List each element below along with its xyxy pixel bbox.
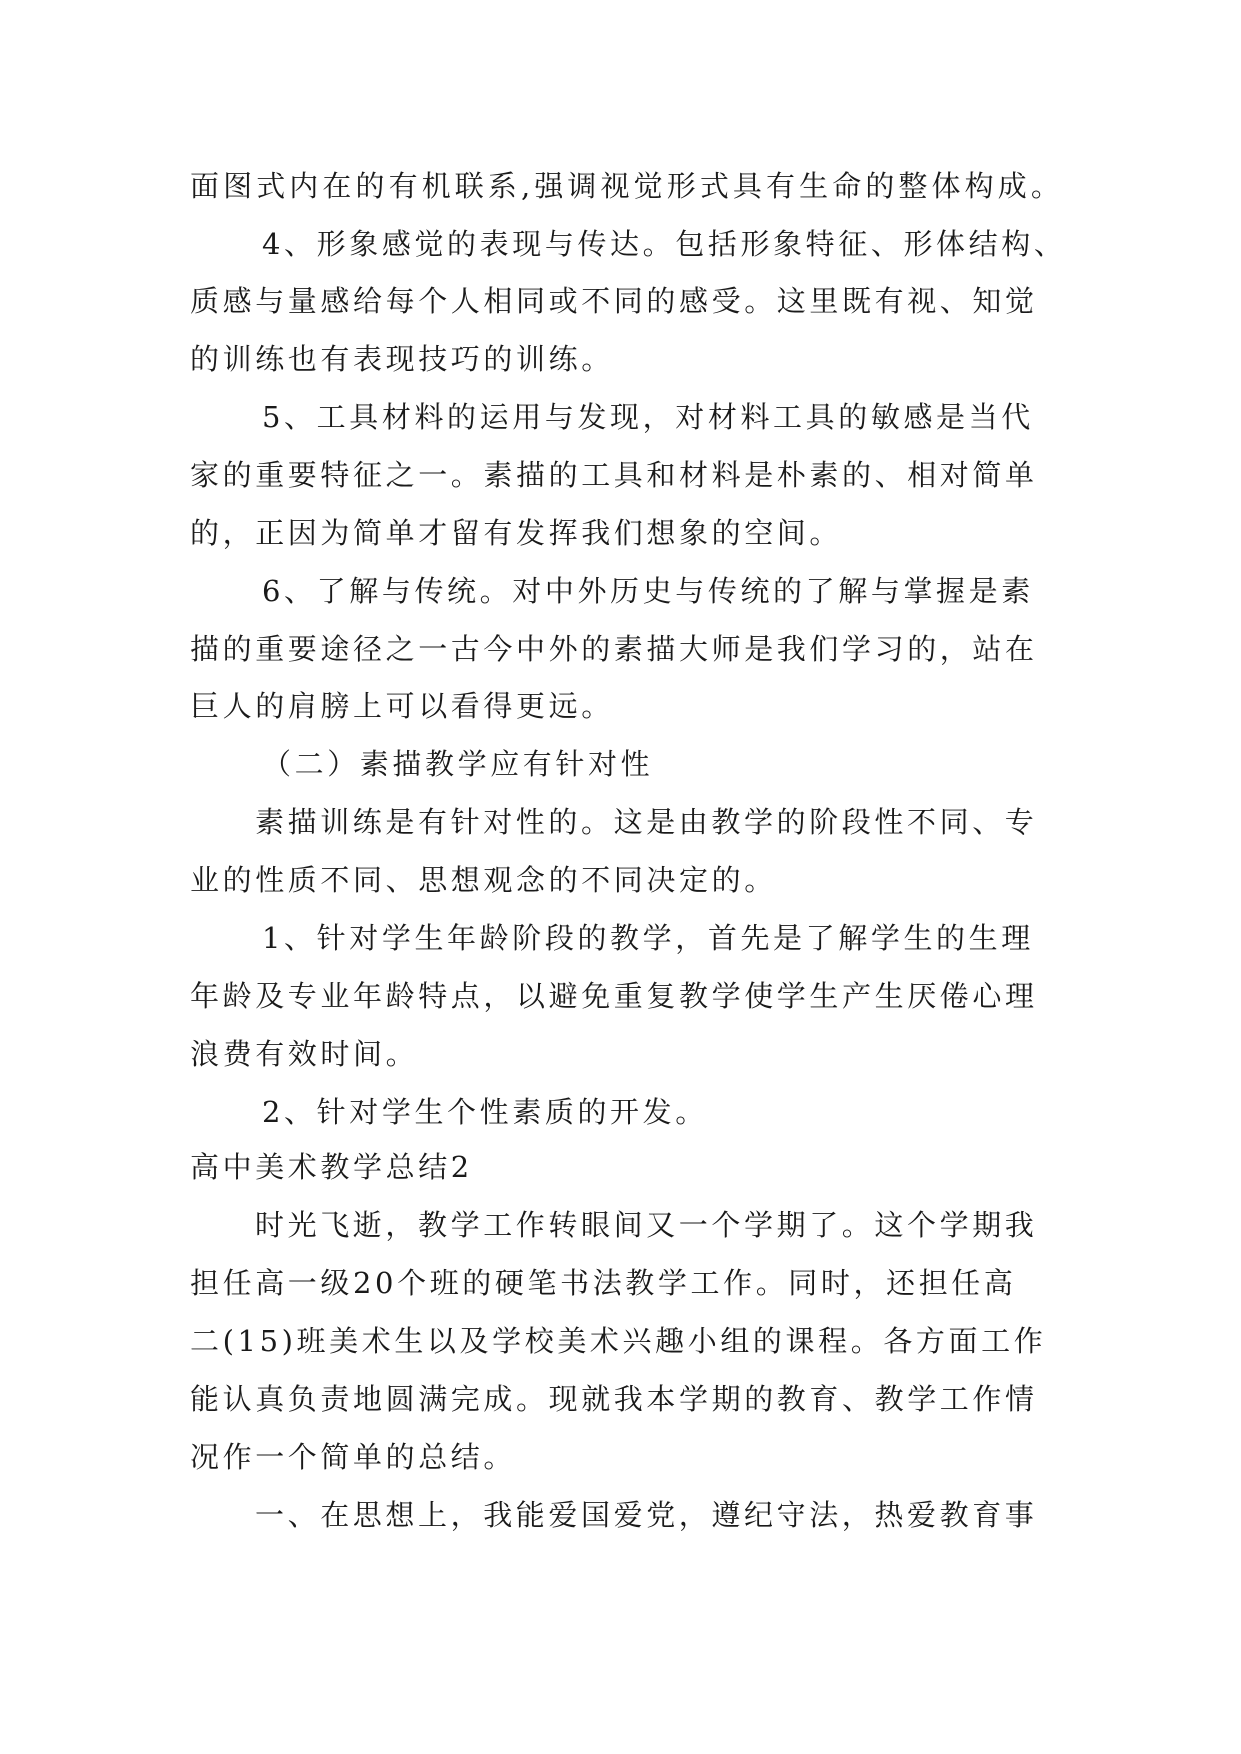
paragraph-line: 况作一个简单的总结。 — [190, 1440, 517, 1474]
paragraph-line: 5、工具材料的运用与发现，对材料工具的敏感是当代 — [262, 400, 1034, 434]
paragraph-line: 的训练也有表现技巧的训练。 — [190, 342, 614, 376]
paragraph-line: 质感与量感给每个人相同或不同的感受。这里既有视、知觉 — [190, 284, 1038, 318]
paragraph-line: 年龄及专业年龄特点，以避免重复教学使学生产生厌倦心理 — [190, 979, 1038, 1013]
paragraph-line: 4、形象感觉的表现与传达。包括形象特征、形体结构、 — [262, 227, 1067, 261]
paragraph-line: 6、了解与传统。对中外历史与传统的了解与掌握是素 — [262, 574, 1034, 608]
paragraph-line: 二(15)班美术生以及学校美术兴趣小组的课程。各方面工作 — [190, 1324, 1047, 1358]
paragraph-line: 2、针对学生个性素质的开发。 — [262, 1095, 708, 1129]
paragraph-line: 时光飞逝，教学工作转眼间又一个学期了。这个学期我 — [255, 1208, 1038, 1242]
paragraph-line: 浪费有效时间。 — [190, 1037, 419, 1071]
paragraph-line: 担任高一级20个班的硬笔书法教学工作。同时，还担任高 — [190, 1266, 1017, 1300]
paragraph-line: 业的性质不同、思想观念的不同决定的。 — [190, 863, 777, 897]
paragraph-line: 素描训练是有针对性的。这是由教学的阶段性不同、专 — [255, 805, 1038, 839]
paragraph-line: 巨人的肩膀上可以看得更远。 — [190, 689, 614, 723]
paragraph-line: 面图式内在的有机联系,强调视觉形式具有生命的整体构成。 — [190, 169, 1064, 203]
paragraph-line: 家的重要特征之一。素描的工具和材料是朴素的、相对简单 — [190, 458, 1038, 492]
paragraph-line: 的，正因为简单才留有发挥我们想象的空间。 — [190, 516, 843, 550]
paragraph-line: 一、在思想上，我能爱国爱党，遵纪守法，热爱教育事 — [255, 1498, 1038, 1532]
section-heading: （二）素描教学应有针对性 — [262, 747, 654, 781]
document-title: 高中美术教学总结2 — [190, 1150, 473, 1184]
paragraph-line: 能认真负责地圆满完成。现就我本学期的教育、教学工作情 — [190, 1382, 1038, 1416]
paragraph-line: 1、针对学生年龄阶段的教学，首先是了解学生的生理 — [262, 921, 1034, 955]
paragraph-line: 描的重要途径之一古今中外的素描大师是我们学习的，站在 — [190, 632, 1038, 666]
